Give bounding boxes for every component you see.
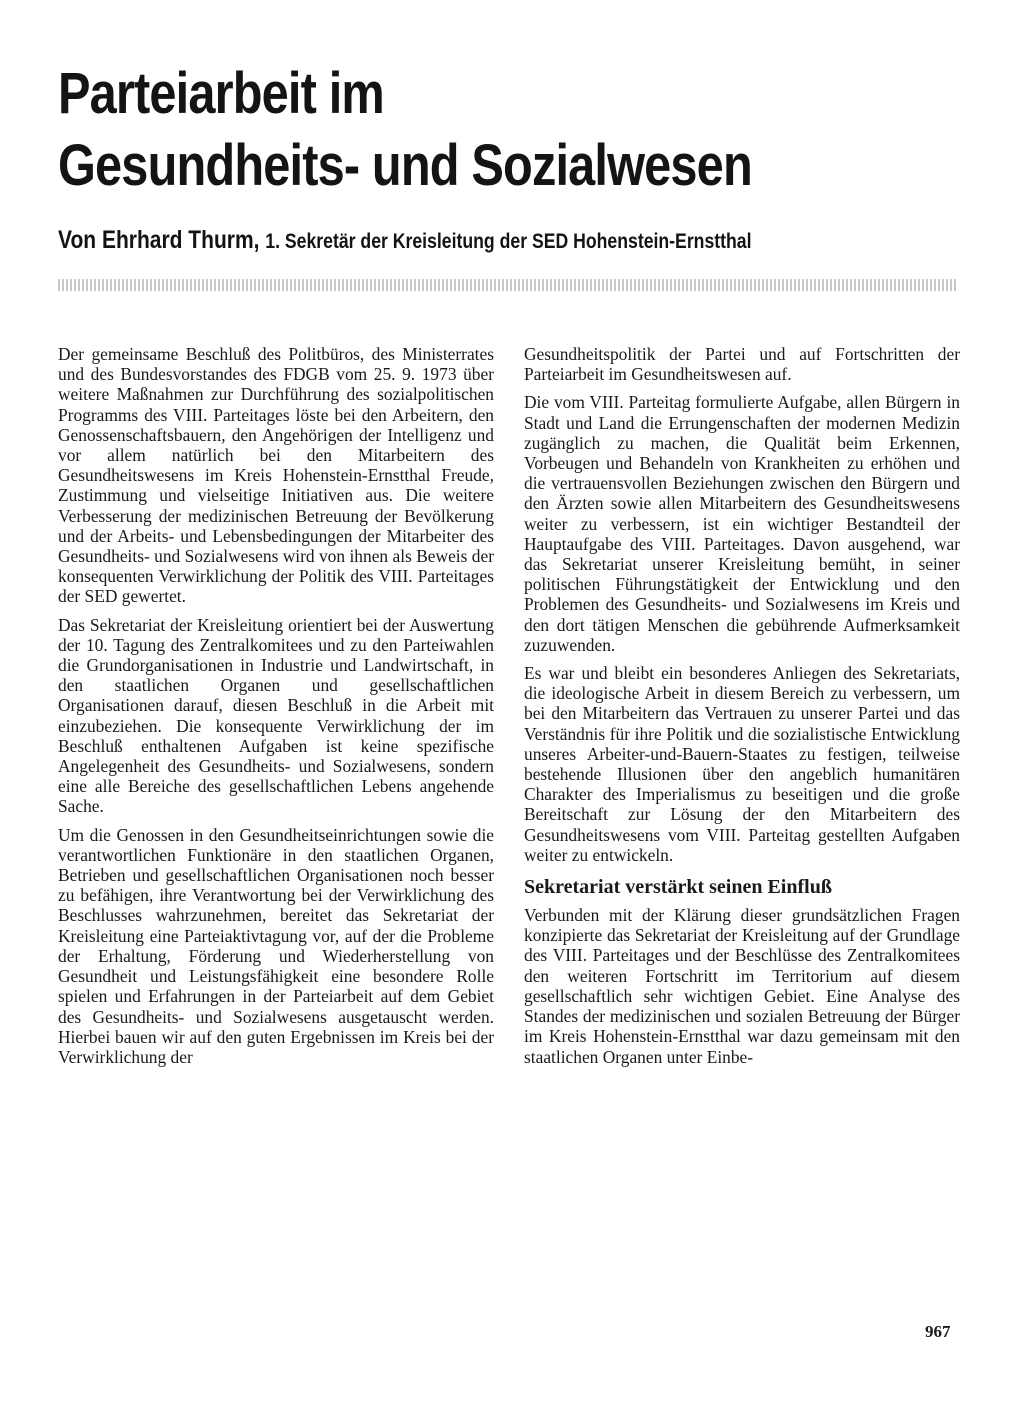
author-role: 1. Sekretär der Kreisleitung der SED Hohenstein-Ernstthal <box>265 230 752 253</box>
paragraph: Gesundheitspolitik der Partei und auf Fortschritten der Parteiarbeit im Gesundheitswesen auf. <box>524 344 960 385</box>
paragraph: Die vom VIII. Parteitag formulierte Aufgabe, allen Bürgern in Stadt und Land die Errungenschaften der modernen Medizin zugänglich zu machen, die Qualität beim Erkennen, Vorbeugen und Behandeln von Krankheiten zu erhöhen und die vertrauensvollen Beziehungen zwischen den Bürgern und den Ärzten sowie allen Mitarbeitern des Gesundheitswesens weiter zu verbessern, ist ein wichtiger Bestandteil der Hauptaufgabe des VIII. Parteitages. Davon ausgehend, war das Sekretariat unserer Kreisleitung bemüht, in seiner politischen Führungstätigkeit der Entwicklung und den Problemen des Gesundheits- und Sozialwesens im Kreis und den dort tätigen Menschen die gebührende Aufmerksamkeit zuzuwenden. <box>524 392 960 655</box>
left-column <box>58 344 494 1075</box>
decorative-rule <box>58 279 956 291</box>
title-line-1: Parteiarbeit im <box>58 61 384 126</box>
section-heading: Sekretariat verstärkt seinen Einfluß <box>524 876 832 899</box>
paragraph: Um die Genossen in den Gesundheitseinrichtungen sowie die verantwortlichen Funktionäre in den staatlichen Organen, Betrieben und gesellschaftlichen Organisationen noch besser zu befähigen, ihre Verantwortung bei der Verwirklichung des Beschlusses wahrzunehmen, bereitet das Sekretariat der Kreisleitung eine Parteiaktivtagung vor, auf der die Probleme der Erhaltung, Förderung und Wiederherstellung von Gesundheit und Leistungsfähigkeit eine besondere Rolle spielen und Erfahrungen in der Parteiarbeit auf dem Gebiet des Gesundheits- und Sozialwesens ausgetauscht werden. Hierbei bauen wir auf den guten Ergebnissen im Kreis bei der Verwirklichung der <box>58 824 494 1067</box>
article-title <box>58 58 831 202</box>
paragraph: Verbunden mit der Klärung dieser grundsätzlichen Fragen konzipierte das Sekretariat der Kreisleitung auf der Grundlage des VIII. Parteitages und der Beschlüsse des Zentralkomitees den weiteren Fortschritt im Territorium auf diesem gesellschaftlich sehr wichtigen Gebiet. Eine Analyse des Standes der medizinischen und sozialen Betreuung der Bürger im Kreis Hohenstein-Ernstthal war dazu gemeinsam mit den staatlichen Organen unter Einbe- <box>524 905 960 1067</box>
page-number: 967 <box>925 1322 951 1341</box>
paragraph: Es war und bleibt ein besonderes Anliegen des Sekretariats, die ideologische Arbeit in diesem Bereich zu verbessern, um bei den Mitarbeitern das Vertrauen zu unserer Partei und das Verständnis für ihre Politik und die sozialistische Entwicklung unseres Arbeiter-und-Bauern-Staates zu festigen, teilweise bestehende Illusionen über den angeblich humanitären Charakter des Imperialismus zu beseitigen und die große Bereitschaft zur Lösung der den Mitarbeitern des Gesundheitswesens vom VIII. Parteitag gestellten Aufgaben weiter zu entwickeln. <box>524 663 960 865</box>
byline <box>58 224 932 258</box>
paragraph: Der gemeinsame Beschluß des Politbüros, des Ministerrates und des Bundesvorstandes des FDGB vom 25. 9. 1973 über weitere Maßnahmen zur Durchführung des sozialpolitischen Programms des VIII. Parteitages löste bei den Arbeitern, den Genossenschaftsbauern, den Angehörigen der Intelligenz und vor allem natürlich bei den Mitarbeitern des Gesundheitswesens im Kreis Hohenstein-Ernstthal Freude, Zustimmung und vielseitige Initiativen aus. Die weitere Verbesserung der medizinischen Betreuung der Bevölkerung und der Arbeits- und Lebensbedingungen der Mitarbeiter des Gesundheits- und Sozialwesens wird von ihnen als Beweis der konsequenten Verwirklichung der Politik des VIII. Parteitages der SED gewertet. <box>58 344 494 607</box>
title-line-2: Gesundheits- und Sozialwesen <box>58 133 752 198</box>
author-name: Von Ehrhard Thurm, <box>58 226 260 254</box>
paragraph: Das Sekretariat der Kreisleitung orientiert bei der Auswertung der 10. Tagung des Zentralkomitees und zu den Parteiwahlen die Grundorganisationen in Industrie und Landwirtschaft, in den staatlichen Organen und gesellschaftlichen Organisationen darauf, diesen Beschluß in die Arbeit mit einzubeziehen. Die konsequente Verwirklichung der im Beschluß enthaltenen Aufgaben ist keine spezifische Angelegenheit des Gesundheits- und Sozialwesens, sondern eine alle Bereiche des gesellschaftlichen Lebens angehende Sache. <box>58 614 494 817</box>
right-column <box>524 344 960 1075</box>
